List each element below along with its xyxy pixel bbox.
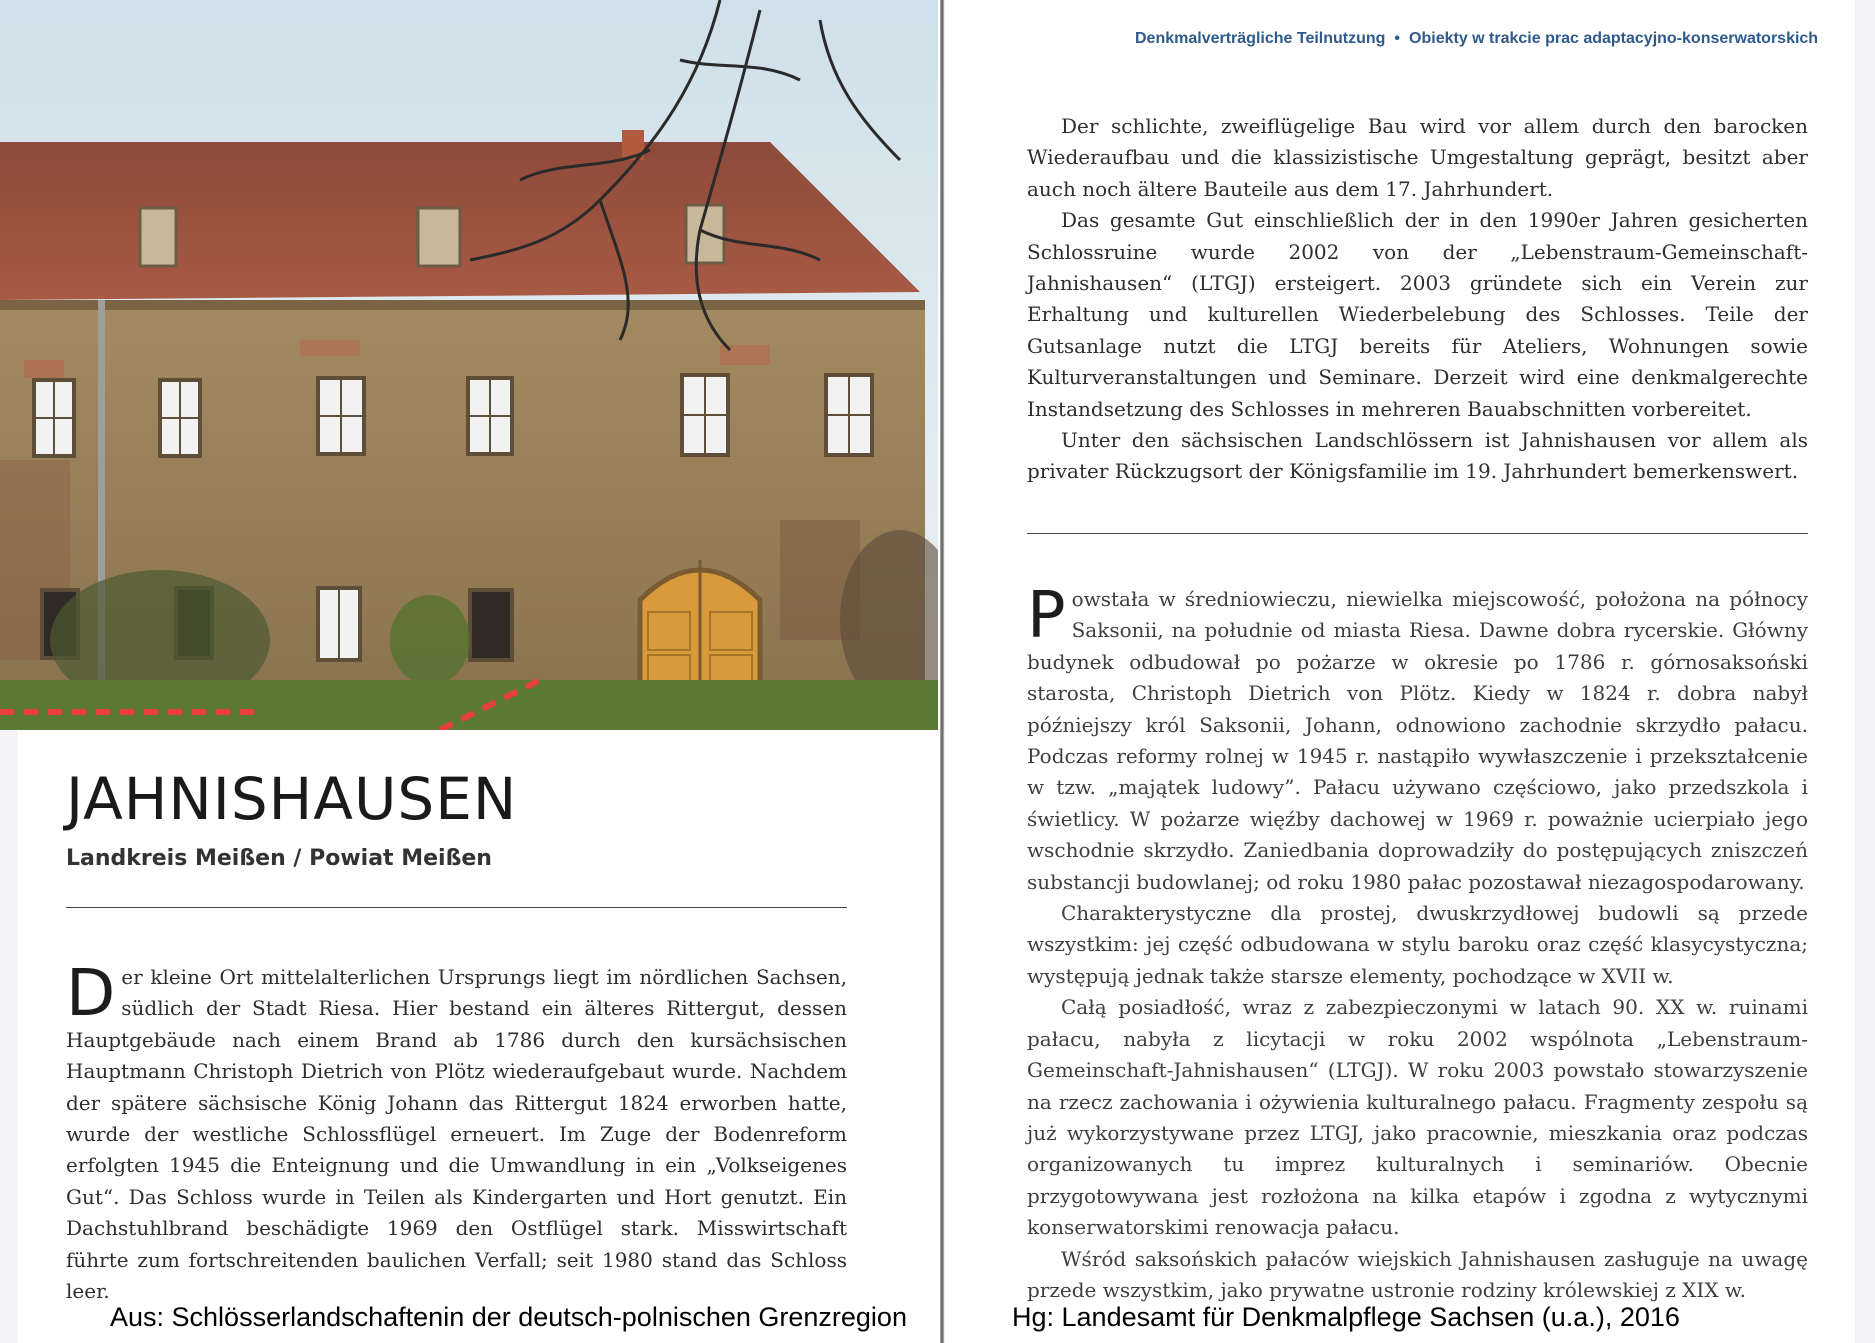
german-paragraph-4: Unter den sächsischen Landschlössern ist Jahnishausen vor allem als privater Rückzugsort der Königsfamilie im 19. Jahrhundert bemerkenswert. <box>1027 428 1808 484</box>
german-paragraph-2: Der schlichte, zweiflügelige Bau wird vor allem durch den barocken Wiederaufbau und die klassizistische Umgestaltung geprägt, besitzt aber auch noch ältere Bauteile aus dem 17. Jahrhundert. <box>1027 114 1808 201</box>
page-subtitle: Landkreis Meißen / Powiat Meißen <box>66 846 492 871</box>
running-head-separator: • <box>1394 30 1401 47</box>
polish-dropcap: P <box>1027 579 1066 653</box>
polish-paragraph-1 <box>1027 579 1808 898</box>
divider-left <box>66 907 847 908</box>
polish-paragraph-1-text: owstała w średniowieczu, niewielka miejscowość, położona na północy Saksonii, na południe od miasta Riesa. Dawne dobra rycerskie. Główny budynek odbudował po pożarze w okresie po 1786 r. górnosaksoński starosta, Christoph Dietrich von Plötz. Kiedy w 1824 r. dobra nabył późniejszy król Saksonii, Johann, odnowiono zachodnie skrzydło pałacu. Podczas reformy rolnej w 1945 r. nastąpiło wywłaszczenie i przekształcenie w tzw. „majątek ludowy”. Pałacu używano częściowo, jako przedszkola i świetlicy. W pożarze więźby dachowej w 1969 r. poważnie ucierpiało jego wschodnie skrzydło. Zaniedbania doprowadziły do postępujących zniszczeń substancji budowlanej; od roku 1980 pałac pozostawał niezagospodarowany. <box>1027 587 1808 894</box>
polish-paragraph-4: Wśród saksońskich pałaców wiejskich Jahnishausen zasługuje na uwagę przede wszystkim, jako prywatne ustronie rodziny królewskiej z XIX w. <box>1027 1246 1808 1302</box>
running-head-german: Denkmalverträgliche Teilnutzung <box>1135 30 1386 47</box>
german-paragraph-3: Das gesamte Gut einschließlich der in den 1990er Jahren gesicherten Schlossruine wurde 2002 von der „Lebenstraum-Gemeinschaft-Jahnishausen“ (LTGJ) ersteigert. 2003 gründete sich ein Verein zur Erhaltung und kulturellen Wiederbelebung des Schlosses. Teile der Gutsanlage nutzt die LTGJ bereits für Ateliers, Wohnungen sowie Kulturveranstaltungen und Seminare. Derzeit wird eine denkmalgerechte Instandsetzung des Schlosses in mehreren Bauabschnitten vorbereitet. <box>1027 208 1808 421</box>
german-text-column-1 <box>66 957 847 1307</box>
german-paragraph-1 <box>66 957 847 1307</box>
german-dropcap: D <box>66 957 116 1031</box>
divider-right <box>1027 533 1808 534</box>
polish-paragraph-2: Charakterystyczne dla prostej, dwuskrzydłowej budowli są przede wszystkim: jej część odbudowana w stylu baroku oraz część klasycystyczna; występują jednak także starsze elementy, pochodzące w XVII w. <box>1027 901 1808 988</box>
building-photo-icon <box>0 0 938 730</box>
building-photo <box>0 0 938 730</box>
source-caption-left: Aus: Schlösserlandschaftenin der deutsch-polnischen Grenzregion <box>110 1302 907 1332</box>
running-head <box>1135 30 1819 48</box>
page-title: JAHNISHAUSEN <box>66 765 518 833</box>
german-paragraph-1-text: er kleine Ort mittelalterlichen Ursprungs liegt im nördlichen Sachsen, südlich der Stadt Riesa. Hier bestand ein älteres Rittergut, dessen Hauptgebäude nach einem Brand ab 1786 durch den kursächsischen Hauptmann Christoph Dietrich von Plötz wiederaufgebaut wurde. Nachdem der spätere sächsische König Johann das Rittergut 1824 erworben hatte, wurde der westliche Schlossflügel erneuert. Im Zuge der Bodenreform erfolgten 1945 die Enteignung und die Umwandlung in ein „Volkseigenes Gut“. Das Schloss wurde in Teilen als Kindergarten und Hort genutzt. Ein Dachstuhlbrand beschädigte 1969 den Ostflügel stark. Misswirtschaft führte zum fortschreitenden baulichen Verfall; seit 1980 stand das Schloss leer. <box>66 965 847 1304</box>
polish-paragraph-3: Całą posiadłość, wraz z zabezpieczonymi w latach 90. XX w. ruinami pałacu, nabyła z licytacji w roku 2002 wspólnota „Lebenstraum-Gemeinschaft-Jahnishausen“ (LTGJ). W roku 2003 powstało stowarzyszenie na rzecz zachowania i ożywienia kulturalnego pałacu. Fragmenty zespołu są już wykorzystywane przez LTGJ, jako pracownie, mieszkania oraz podczas organizowanych tu imprez kulturalnych i seminariów. Obecnie przygotowywana jest rozłożona na kilka etapów i zgodna z wytycznymi konserwatorskimi renowacja pałacu. <box>1027 995 1808 1240</box>
german-text-column-2 <box>1027 111 1808 488</box>
polish-text-column <box>1027 579 1808 1306</box>
source-caption-right: Hg: Landesamt für Denkmalpflege Sachsen (u.a.), 2016 <box>1012 1302 1680 1332</box>
book-gutter <box>940 0 944 1343</box>
running-head-polish: Obiekty w trakcie prac adaptacyjno-konserwatorskich <box>1409 30 1819 47</box>
